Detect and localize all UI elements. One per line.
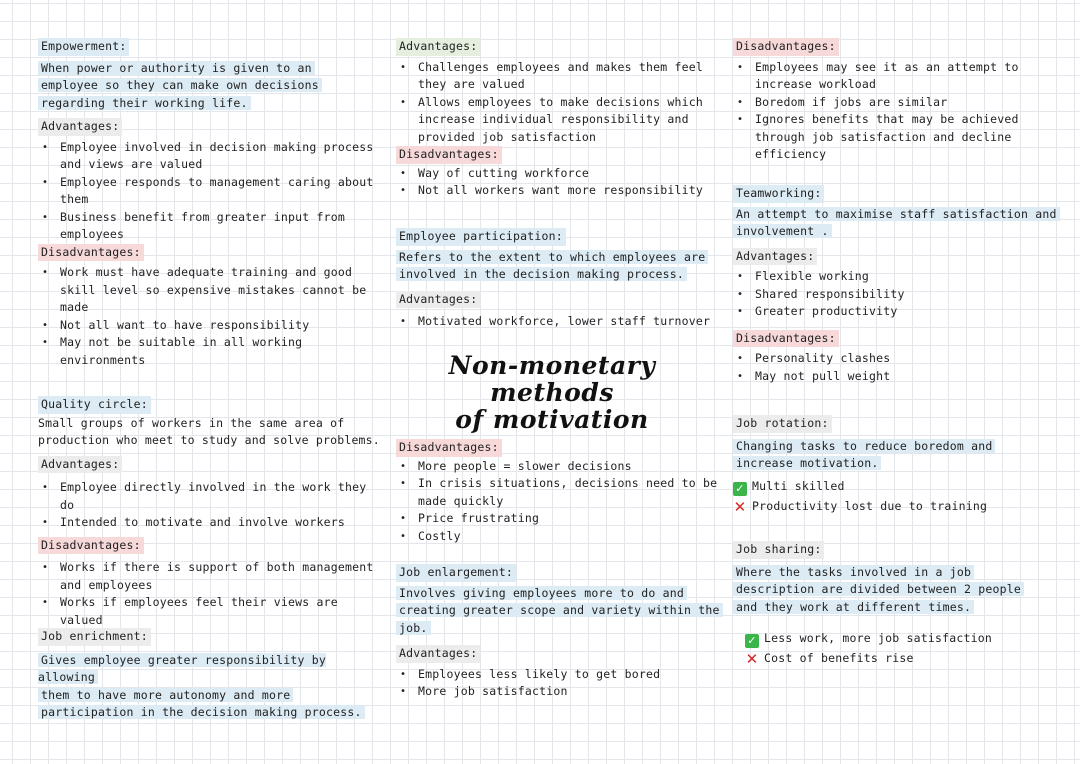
list-item: • Business benefit from greater input from employees <box>38 209 383 244</box>
pro-item <box>733 630 1063 648</box>
pro-text: Multi skilled <box>752 478 845 493</box>
list-item: • Boredom if jobs are similar <box>733 94 1063 112</box>
job-enrichment-heading: Job enrichment: <box>38 628 151 646</box>
list-item: • Intended to motivate and involve workers <box>38 514 383 532</box>
advantages-heading: Advantages: <box>38 118 122 136</box>
definition-line: When power or authority is given to an <box>38 61 315 75</box>
definition-line: Involves giving employees more to do and <box>396 586 687 600</box>
con-text: Cost of benefits rise <box>764 651 914 665</box>
page-title <box>392 352 712 433</box>
definition-line: Changing tasks to reduce boredom and <box>733 439 995 453</box>
list-item: • Employees less likely to get bored <box>396 666 726 684</box>
definition-line: Refers to the extent to which employees are <box>396 250 708 264</box>
advantages-heading: Advantages: <box>396 291 480 309</box>
definition-line: participation in the decision making process. <box>38 705 365 719</box>
checkmark-icon: ✓ <box>733 482 747 496</box>
definition-line: Small groups of workers in the same area of <box>38 415 345 430</box>
definition-line: regarding their working life. <box>38 96 251 110</box>
job-enrichment-section <box>38 628 383 722</box>
empowerment-heading: Empowerment: <box>38 38 129 56</box>
definition-line: them to have more autonomy and more <box>38 688 293 702</box>
disadvantages-heading: Disadvantages: <box>38 537 144 555</box>
definition-line: and they work at different times. <box>733 600 974 614</box>
list-item: • Price frustrating <box>396 510 726 528</box>
list-item: • Greater productivity <box>733 303 1063 321</box>
list-item: • Works if there is support of both management and employees <box>38 559 383 594</box>
job-rotation-definition <box>733 438 1063 473</box>
employee-participation-disadvantages <box>396 439 726 545</box>
definition-line: job. <box>396 621 431 635</box>
cross-icon: ✕ <box>733 497 747 516</box>
list-item: • Allows employees to make decisions which increase individual responsibility and provided job satisfaction <box>396 94 726 147</box>
list-item: • Flexible working <box>733 268 1063 286</box>
disadvantages-list <box>38 559 383 629</box>
title-line: Non-monetary methods <box>448 351 656 407</box>
job-sharing-heading: Job sharing: <box>733 541 824 559</box>
definition-line: involvement . <box>733 224 832 238</box>
job-enlargement-heading: Job enlargement: <box>396 564 516 582</box>
quality-circle-heading: Quality circle: <box>38 396 151 414</box>
job-sharing-definition <box>733 564 1063 617</box>
disadvantages-list <box>38 264 383 369</box>
checkmark-icon: ✓ <box>745 634 759 648</box>
cross-icon: ✕ <box>745 650 759 668</box>
list-item: • Employee responds to management caring about them <box>38 174 383 209</box>
advantages-heading: Advantages: <box>396 645 480 663</box>
quality-circle-section <box>38 396 383 629</box>
job-enrichment-disadvantages <box>733 38 1063 164</box>
employee-participation-section <box>396 228 726 331</box>
definition-line: creating greater scope and variety within the <box>396 603 723 617</box>
list-item: • May not pull weight <box>733 368 1063 386</box>
employee-participation-heading: Employee participation: <box>396 228 566 246</box>
list-item: • Work must have adequate training and good skill level so expensive mistakes cannot be made <box>38 264 383 317</box>
empowerment-continued-section <box>396 38 726 200</box>
teamworking-heading: Teamworking: <box>733 185 824 203</box>
advantages-list <box>38 139 383 244</box>
definition-line: employee so they can make own decisions <box>38 78 322 92</box>
advantages-heading: Advantages: <box>733 248 817 266</box>
definition-line: description are divided between 2 people <box>733 582 1024 596</box>
disadvantages-heading: Disadvantages: <box>396 146 502 164</box>
disadvantages-heading: Disadvantages: <box>733 330 839 348</box>
advantages-list <box>733 268 1063 321</box>
advantages-list <box>396 59 726 147</box>
definition-line: increase motivation. <box>733 456 881 470</box>
list-item: • More job satisfaction <box>396 683 726 701</box>
advantages-list <box>396 313 726 331</box>
list-item: • Employee involved in decision making process and views are valued <box>38 139 383 174</box>
disadvantages-heading: Disadvantages: <box>733 38 839 56</box>
definition-line: Where the tasks involved in a job <box>733 565 974 579</box>
disadvantages-list <box>396 458 726 546</box>
list-item: • Shared responsibility <box>733 286 1063 304</box>
employee-participation-definition <box>396 249 726 284</box>
empowerment-section <box>38 38 383 369</box>
con-text: Productivity lost due to training <box>752 498 988 513</box>
list-item: • Way of cutting workforce <box>396 165 726 183</box>
advantages-list <box>396 666 726 701</box>
definition-line: production who meet to study and solve problems. <box>38 433 380 447</box>
job-enlargement-definition <box>396 585 726 638</box>
disadvantages-list <box>396 165 726 200</box>
job-enlargement-section <box>396 564 726 701</box>
definition-line: An attempt to maximise staff satisfaction and <box>733 207 1060 221</box>
job-rotation-heading: Job rotation: <box>733 415 832 433</box>
list-item: • Ignores benefits that may be achieved through job satisfaction and decline efficiency <box>733 111 1063 164</box>
list-item: • Personality clashes <box>733 350 1063 368</box>
pro-item <box>733 478 1063 496</box>
advantages-heading: Advantages: <box>38 456 122 474</box>
list-item: • Employee directly involved in the work they do <box>38 479 383 514</box>
list-item: • Costly <box>396 528 726 546</box>
title-line: of motivation <box>455 405 649 434</box>
job-sharing-section <box>733 541 1063 668</box>
con-item <box>733 650 1063 668</box>
advantages-list <box>38 479 383 532</box>
disadvantages-heading: Disadvantages: <box>38 244 144 262</box>
list-item: • Not all want to have responsibility <box>38 317 383 335</box>
pro-text: Less work, more job satisfaction <box>764 631 992 645</box>
teamworking-definition <box>733 206 1063 241</box>
list-item: • Challenges employees and makes them feel they are valued <box>396 59 726 94</box>
list-item: • Works if employees feel their views are valued <box>38 594 383 629</box>
list-item: • Motivated workforce, lower staff turnover <box>396 313 726 331</box>
disadvantages-list <box>733 59 1063 164</box>
con-item <box>733 498 1063 516</box>
empowerment-definition <box>38 60 383 113</box>
definition-line: involved in the decision making process. <box>396 267 687 281</box>
list-item: • Employees may see it as an attempt to increase workload <box>733 59 1063 94</box>
disadvantages-list <box>733 350 1063 385</box>
list-item: • More people = slower decisions <box>396 458 726 476</box>
quality-circle-definition <box>38 415 383 450</box>
list-item: • In crisis situations, decisions need to be made quickly <box>396 475 726 510</box>
definition-line: Gives employee greater responsibility by allowing <box>38 652 326 684</box>
list-item: • May not be suitable in all working environments <box>38 334 383 369</box>
job-rotation-section <box>733 415 1063 515</box>
disadvantages-heading: Disadvantages: <box>396 439 502 457</box>
advantages-heading: Advantages: <box>396 38 480 56</box>
job-enrichment-definition <box>38 652 383 722</box>
teamworking-section <box>733 185 1063 385</box>
list-item: • Not all workers want more responsibility <box>396 182 726 200</box>
